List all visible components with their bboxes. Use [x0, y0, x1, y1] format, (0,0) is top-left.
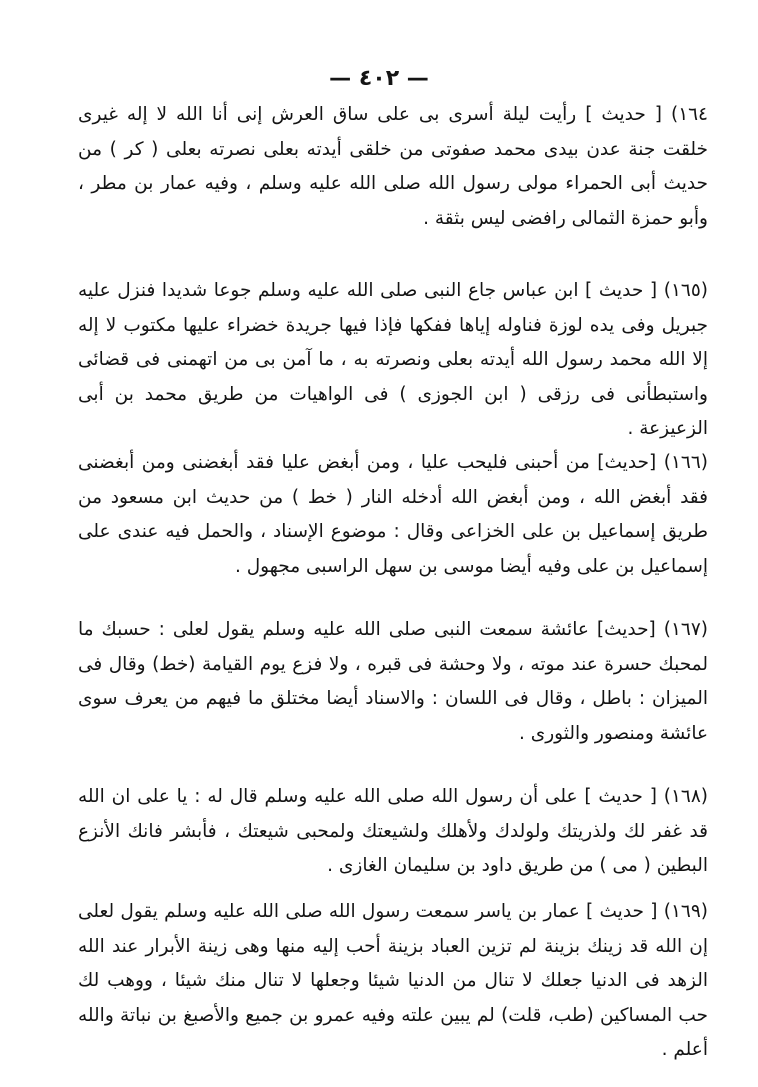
hadith-text: (١٦٦) [حديث] من أحبنى فليحب عليا ، ومن أبغض عليا فقد أبغضنى ومن أبغضنى فقد أبغض الله ، ومن أبغض الله أدخله النار ( خط ) من حديث ابن مسعود من طريق إسماعيل بن على الخزاعى وقال : موضوع الإسناد ، والحمل فيه عندى على إسماعيل بن على وفيه أيضا موسى بن سهل الراسبى مجهول .	[78, 452, 708, 577]
hadith-text: (١٦٨) [ حديث ] على أن رسول الله صلى الله عليه وسلم قال له : يا على ان الله قد غفر لك ولذريتك ولولدك ولأهلك ولشيعتك ولمحبى شيعتك ، فأبشر فانك الأنزع البطين ( مى ) من طريق داود بن سليمان الغازى .	[78, 786, 708, 876]
hadith-text: (١٦٩) [ حديث ] عمار بن ياسر سمعت رسول الله صلى الله عليه وسلم يقول لعلى إن الله قد زينك بزينة لم تزين العباد بزينة أحب إليه منها وهى زينة الأبرار عند الله الزهد فى الدنيا جعلك لا تنال من الدنيا شيئا وجعلها لا تنال منك شيئا ، ووهب لك حب المساكين (طب، قلت) لم يبين علته وفيه عمرو بن جميع والأصبغ بن نباتة والله أعلم .	[78, 901, 708, 1060]
hadith-entry-169	[78, 895, 708, 1068]
hadith-text: ١٦٤) [ حديث ] رأيت ليلة أسرى بى على ساق العرش إنى أنا الله لا إله غيرى خلقت جنة عدن بيدى محمد صفوتى من خلقى أيدته بعلى نصرته بعلى ( كر ) من حديث أبى الحمراء مولى رسول الله صلى الله عليه وسلم ، وفيه عمار بن مطر ، وأبو حمزة الثمالى رافضى ليس بثقة .	[78, 104, 708, 229]
hadith-entry-166	[78, 446, 708, 584]
hadith-entry-164	[78, 98, 708, 236]
hadith-entry-168	[78, 780, 708, 884]
page-number: — ٤٠٢ —	[329, 66, 429, 91]
hadith-text: (١٦٧) [حديث] عائشة سمعت النبى صلى الله عليه وسلم يقول لعلى : حسبك ما لمحبك حسرة عند موته ، ولا وحشة فى قبره ، ولا فزع يوم القيامة (خط) وقال فى الميزان : باطل ، وقال فى اللسان : والاسناد أيضا مختلق ما فيهم من يعرف سوى عائشة ومنصور والثورى .	[78, 619, 708, 744]
hadith-text: (١٦٥) [ حديث ] ابن عباس جاع النبى صلى الله عليه وسلم جوعا شديدا فنزل عليه جبريل وفى يده لوزة فناوله إياها ففكها فإذا فيها جريدة خضراء عليها مكتوب لا إله إلا الله محمد رسول الله أيدته بعلى ونصرته به ، ما آمن بى من اتهمنى فى قضائى واستبطأنى فى رزقى ( ابن الجوزى ) فى الواهيات من طريق محمد بن أبى الزعيزعة .	[78, 280, 708, 439]
hadith-entry-165	[78, 274, 708, 447]
hadith-entry-167	[78, 613, 708, 751]
